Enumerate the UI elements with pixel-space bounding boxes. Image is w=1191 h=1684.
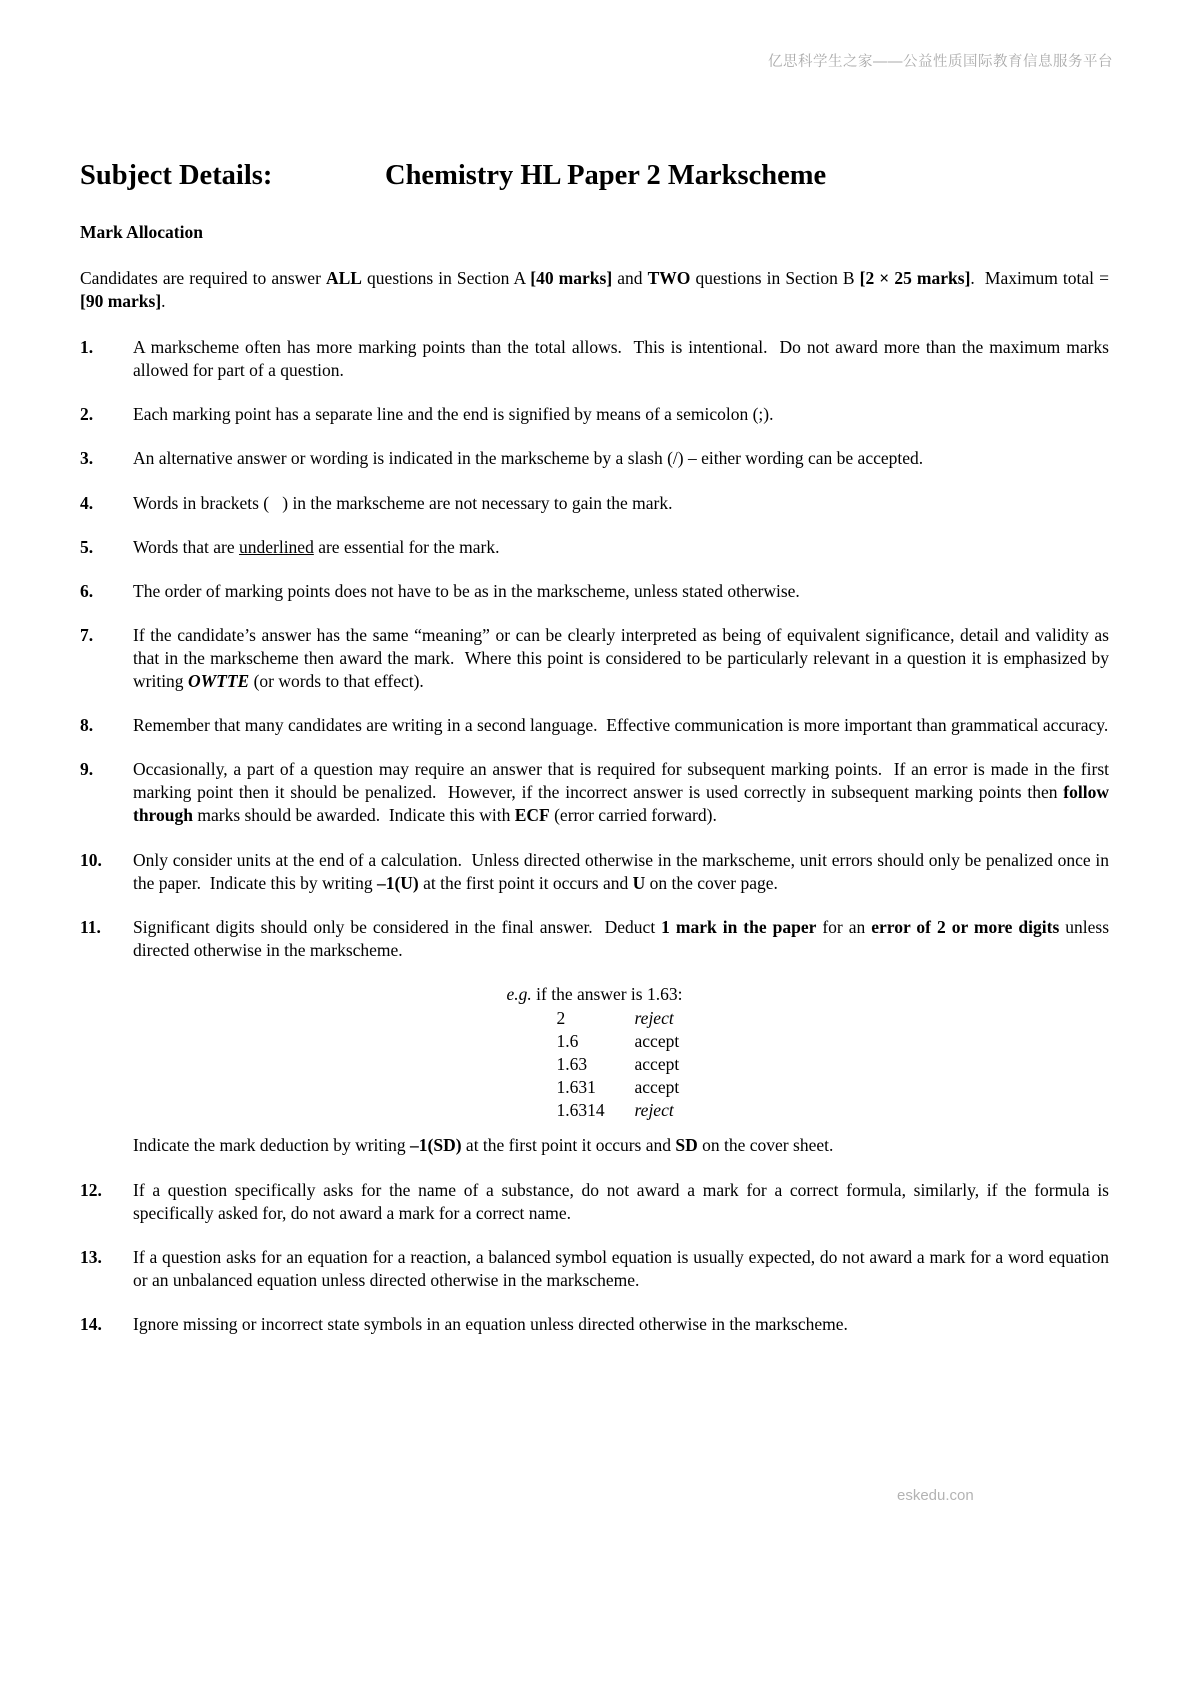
example-value: 2 xyxy=(556,1007,566,1028)
example-verdict: accept xyxy=(634,1031,680,1052)
item-body: The order of marking points does not have to be as in the markscheme, unless stated otherwise. xyxy=(133,580,800,601)
example-verdict: accept xyxy=(634,1077,680,1098)
item-body: If a question specifically asks for the name of a substance, do not award a mark for a correct formula, similarly, if the formula is specifically asked for, do not award a mark for a correct name. xyxy=(133,1179,1114,1223)
example-verdict: reject xyxy=(634,1100,674,1121)
item-number: 14. xyxy=(80,1313,102,1334)
item-body: Only consider units at the end of a calculation. Unless directed otherwise in the markscheme, unit errors should only be penalized once in the paper. Indicate this by writing –1(U) at the first point it occurs and U on the cover page. xyxy=(133,849,1114,893)
item-number: 5. xyxy=(80,536,94,557)
top-watermark: 亿思科学生之家——公益性质国际教育信息服务平台 xyxy=(768,54,1113,70)
item-number: 2. xyxy=(80,404,94,425)
numbered-item xyxy=(80,624,1114,693)
example-verdict: reject xyxy=(634,1007,674,1028)
item-body: Ignore missing or incorrect state symbols in an equation unless directed otherwise in the markscheme. xyxy=(133,1313,848,1334)
item-number: 8. xyxy=(80,715,94,736)
document-title: Chemistry HL Paper 2 Markscheme xyxy=(385,160,827,191)
example-verdict: accept xyxy=(634,1054,680,1075)
item-number: 13. xyxy=(80,1246,102,1267)
example-row xyxy=(557,1099,683,1122)
numbered-item xyxy=(80,849,1114,895)
example-row xyxy=(557,1076,683,1099)
mark-deduction-note: Indicate the mark deduction by writing –1(SD) at the first point it occurs and SD on the cover sheet. xyxy=(133,1135,834,1156)
item-body: If the candidate’s answer has the same “meaning” or can be clearly interpreted as being of equivalent significance, detail and validity as that in the markscheme then award the mark. Where this point is considered to be particularly relevant in a question it is emphasized by writing OWTTE (or words to that effect). xyxy=(133,624,1114,692)
numbered-item xyxy=(80,403,1109,426)
instructions-list xyxy=(80,336,1114,1336)
item-number: 4. xyxy=(80,492,94,513)
item-number: 3. xyxy=(80,448,94,469)
numbered-item xyxy=(80,916,1114,962)
item-body: Significant digits should only be considered in the final answer. Deduct 1 mark in the paper for an error of 2 or more digits unless directed otherwise in the markscheme. xyxy=(133,916,1114,960)
numbered-item xyxy=(80,1246,1114,1292)
numbered-item xyxy=(80,536,1109,559)
document-title-label: Subject Details: xyxy=(80,160,273,191)
item-number: 1. xyxy=(80,337,94,358)
numbered-item xyxy=(80,492,1109,515)
numbered-item xyxy=(80,714,1109,737)
numbered-item xyxy=(80,1313,1109,1336)
document-title-row xyxy=(80,160,1109,192)
item-number: 10. xyxy=(80,849,102,870)
item-number: 11. xyxy=(80,916,101,937)
example-rows xyxy=(557,1007,683,1122)
example-value: 1.6314 xyxy=(556,1100,605,1121)
section-heading: Mark Allocation xyxy=(80,222,203,242)
example-value: 1.631 xyxy=(556,1077,596,1098)
numbered-item xyxy=(80,447,1109,470)
item-body: An alternative answer or wording is indicated in the markscheme by a slash (/) – either wording can be accepted. xyxy=(133,448,924,469)
numbered-item xyxy=(80,758,1114,827)
item-body: Occasionally, a part of a question may require an answer that is required for subsequent marking points. If an error is made in the first marking point then it should be penalized. However, if the incorrect answer is used correctly in subsequent marking points then follow through marks should be awarded. Indicate this with ECF (error carried forward). xyxy=(133,759,1114,826)
item-body: Words that are underlined are essential for the mark. xyxy=(133,536,500,557)
example-value: 1.6 xyxy=(556,1031,579,1052)
example-value: 1.63 xyxy=(556,1054,588,1075)
item-number: 9. xyxy=(80,759,94,780)
item-body: Words in brackets ( ) in the markscheme are not necessary to gain the mark. xyxy=(133,492,673,513)
item-number: 6. xyxy=(80,580,94,601)
numbered-item xyxy=(80,336,1114,382)
example-row xyxy=(557,1007,683,1030)
bottom-watermark: eskedu.con xyxy=(897,1487,974,1504)
item-body: Remember that many candidates are writing in a second language. Effective communication is more important than grammatical accuracy. xyxy=(133,715,1109,736)
item-body: If a question asks for an equation for a reaction, a balanced symbol equation is usually expected, do not award a mark for a word equation or an unbalanced equation unless directed otherwise in the markscheme. xyxy=(133,1246,1114,1290)
item-number: 12. xyxy=(80,1179,102,1200)
item-body: Each marking point has a separate line and the end is signified by means of a semicolon (;). xyxy=(133,404,774,425)
example-row xyxy=(557,1053,683,1076)
example-row xyxy=(557,1030,683,1053)
item-number: 7. xyxy=(80,624,94,645)
intro-paragraph: Candidates are required to answer ALL questions in Section A [40 marks] and TWO questions in Section B [2 × 25 marks]. Maximum total = [90 marks]. xyxy=(80,268,1114,312)
numbered-item xyxy=(80,580,1109,603)
numbered-item xyxy=(80,1179,1114,1225)
example-intro: e.g. if the answer is 1.63: xyxy=(506,983,683,1004)
item-body: A markscheme often has more marking points than the total allows. This is intentional. Do not award more than the maximum marks allowed for part of a question. xyxy=(133,337,1114,381)
example-block xyxy=(507,983,683,1123)
